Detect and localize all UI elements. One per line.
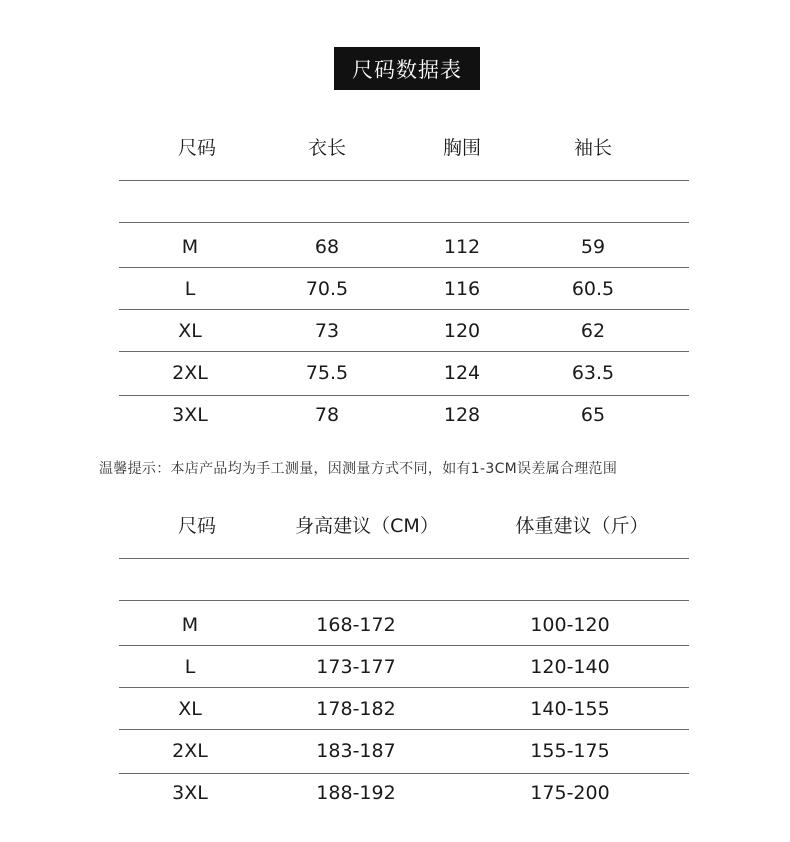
divider (119, 267, 689, 268)
cell-height: 178-182 (316, 698, 396, 720)
page-title: 尺码数据表 (334, 47, 480, 90)
cell-sleeve: 63.5 (571, 362, 615, 384)
cell-height: 168-172 (316, 614, 396, 636)
divider (119, 729, 689, 730)
cell-length: 78 (314, 404, 340, 426)
cell-size: M (181, 236, 199, 258)
divider (119, 687, 689, 688)
cell-chest: 128 (443, 404, 481, 426)
cell-size: 2XL (172, 362, 208, 384)
divider (119, 645, 689, 646)
cell-size: 3XL (172, 782, 208, 804)
header-length: 衣长 (307, 137, 347, 159)
cell-weight: 140-155 (530, 698, 610, 720)
cell-size: L (184, 656, 196, 678)
cell-weight: 120-140 (530, 656, 610, 678)
header-size: 尺码 (177, 137, 217, 159)
divider (119, 600, 689, 601)
cell-sleeve: 65 (580, 404, 606, 426)
cell-chest: 124 (443, 362, 481, 384)
cell-chest: 120 (443, 320, 481, 342)
cell-size: 3XL (172, 404, 208, 426)
cell-length: 70.5 (305, 278, 349, 300)
header-height: 身高建议（CM） (295, 515, 439, 537)
cell-size: L (184, 278, 196, 300)
cell-size: 2XL (172, 740, 208, 762)
header-sleeve: 袖长 (573, 137, 613, 159)
cell-length: 68 (314, 236, 340, 258)
divider (119, 222, 689, 223)
divider (119, 773, 689, 774)
divider (119, 558, 689, 559)
cell-chest: 116 (443, 278, 481, 300)
cell-chest: 112 (443, 236, 481, 258)
cell-weight: 100-120 (530, 614, 610, 636)
cell-size: M (181, 614, 199, 636)
header-weight: 体重建议（斤） (515, 515, 649, 537)
cell-length: 73 (314, 320, 340, 342)
divider (119, 309, 689, 310)
cell-height: 183-187 (316, 740, 396, 762)
divider (119, 180, 689, 181)
measurement-note: 温馨提示：本店产品均为手工测量，因测量方式不同，如有1-3CM误差属合理范围 (99, 461, 618, 477)
cell-sleeve: 59 (580, 236, 606, 258)
divider (119, 395, 689, 396)
cell-size: XL (178, 320, 202, 342)
header-size: 尺码 (177, 515, 217, 537)
header-chest: 胸围 (442, 137, 482, 159)
cell-sleeve: 62 (580, 320, 606, 342)
cell-weight: 175-200 (530, 782, 610, 804)
divider (119, 351, 689, 352)
cell-size: XL (178, 698, 202, 720)
cell-sleeve: 60.5 (571, 278, 615, 300)
cell-height: 188-192 (316, 782, 396, 804)
cell-weight: 155-175 (530, 740, 610, 762)
cell-height: 173-177 (316, 656, 396, 678)
cell-length: 75.5 (305, 362, 349, 384)
